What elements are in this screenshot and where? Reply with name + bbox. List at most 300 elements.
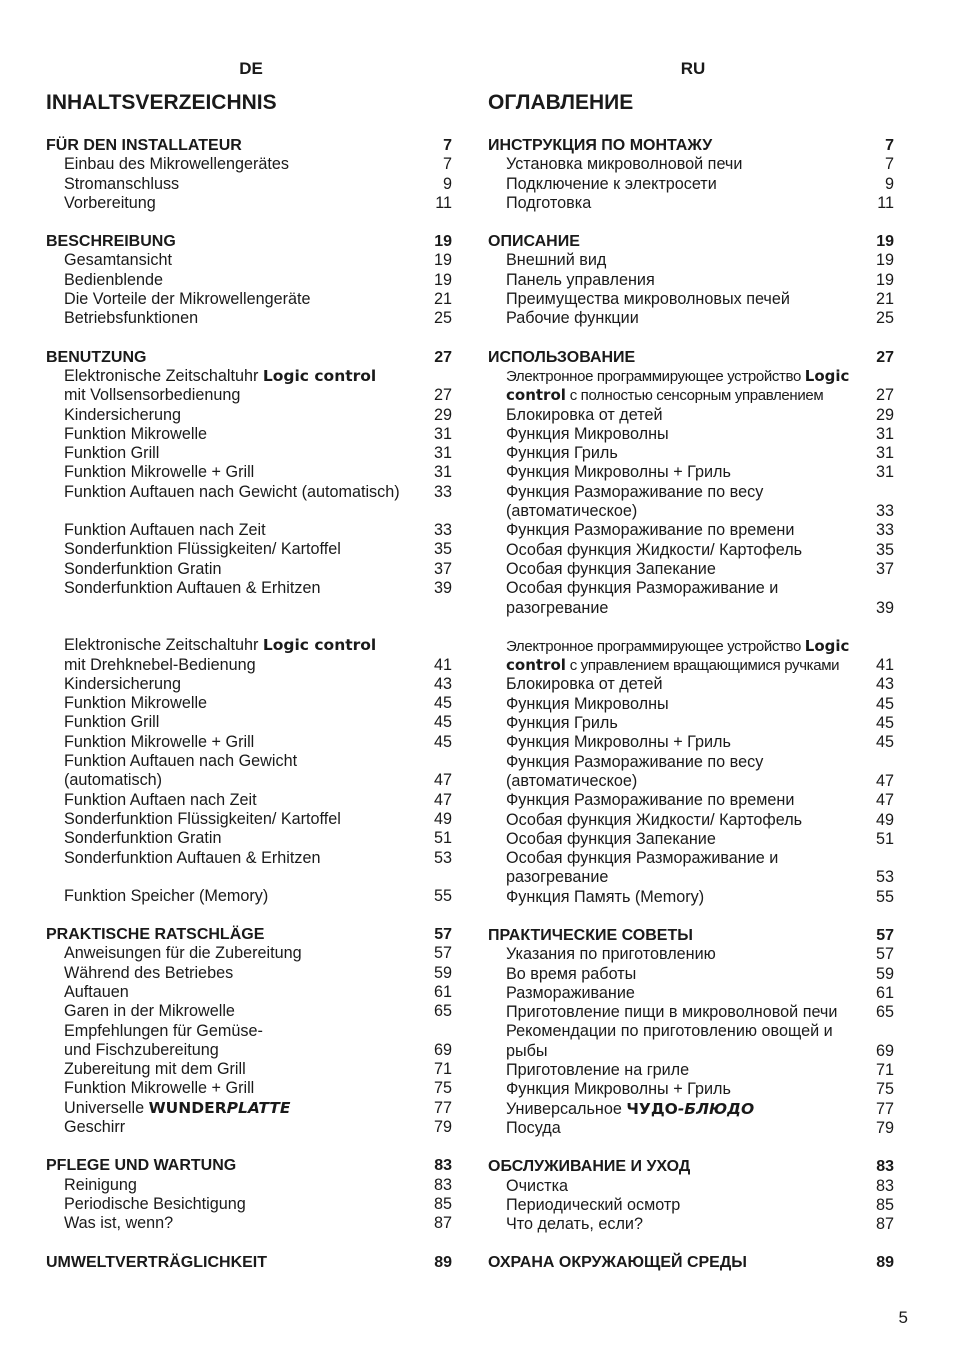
toc-section[interactable] bbox=[46, 1253, 456, 1272]
entry-text: с полностью сенсорным управлением bbox=[565, 387, 824, 405]
toc-entry[interactable] bbox=[46, 406, 456, 425]
entry-label: Sonderfunktion Flüssigkeiten/ Kartoffel bbox=[64, 809, 341, 828]
entry-label: Funktion Mikrowelle + Grill bbox=[64, 1079, 255, 1098]
entry-label: Reinigung bbox=[64, 1175, 137, 1194]
entry-label: Внешний вид bbox=[506, 251, 607, 270]
entry-label: разогревание bbox=[506, 868, 609, 887]
toc-entry[interactable] bbox=[488, 463, 898, 482]
entry-label: Функция Размораживание по весу bbox=[506, 482, 764, 501]
toc-entry[interactable] bbox=[46, 175, 456, 194]
toc-entry[interactable] bbox=[488, 483, 898, 502]
toc-entry[interactable] bbox=[46, 964, 456, 983]
toc-entry[interactable] bbox=[46, 694, 456, 713]
spacer bbox=[488, 213, 898, 232]
toc-entry[interactable] bbox=[46, 810, 456, 829]
entry-label: Empfehlungen für Gemüse- bbox=[64, 1021, 263, 1040]
brand-logic-control: Logic control bbox=[262, 366, 377, 385]
section-label: ПРАКТИЧЕСКИЕ СОВЕТЫ bbox=[488, 926, 693, 944]
entry-label: Рекомендации по приготовлению овощей и bbox=[506, 1022, 833, 1041]
entry-page: 29 bbox=[875, 405, 894, 424]
entry-page: 75 bbox=[433, 1079, 452, 1098]
toc-entry[interactable] bbox=[46, 983, 456, 1002]
entry-label: Vorbereitung bbox=[64, 193, 156, 212]
entry-page: 65 bbox=[875, 1003, 894, 1022]
toc-entry[interactable] bbox=[46, 771, 456, 790]
toc-entry-knob-heading[interactable] bbox=[488, 637, 898, 656]
toc-entry[interactable] bbox=[488, 386, 898, 405]
section-label: ОБСЛУЖИВАНИЕ И УХОД bbox=[488, 1158, 691, 1176]
entry-page: 87 bbox=[433, 1214, 452, 1233]
toc-entry[interactable] bbox=[488, 1177, 898, 1196]
entry-label bbox=[488, 1100, 754, 1118]
toc-entry[interactable] bbox=[46, 791, 456, 810]
entry-label: Garen in der Mikrowelle bbox=[64, 1002, 235, 1021]
entry-label: Geschirr bbox=[64, 1118, 126, 1137]
entry-page: 37 bbox=[433, 559, 452, 578]
page-number: 5 bbox=[898, 1308, 908, 1327]
toc-entry[interactable] bbox=[488, 945, 898, 964]
spacer bbox=[46, 329, 456, 348]
entry-page: 61 bbox=[875, 983, 894, 1002]
section-page: 27 bbox=[434, 348, 452, 366]
entry-label: Очистка bbox=[506, 1176, 569, 1195]
toc-entry[interactable] bbox=[46, 1060, 456, 1079]
toc-entry[interactable] bbox=[46, 713, 456, 732]
toc-entry[interactable] bbox=[488, 733, 898, 752]
toc-entry[interactable] bbox=[46, 386, 456, 405]
toc-entry[interactable] bbox=[488, 579, 898, 598]
entry-page: 11 bbox=[435, 193, 452, 212]
toc-entry[interactable] bbox=[46, 944, 456, 963]
toc-entry[interactable] bbox=[488, 1196, 898, 1215]
entry-page: 45 bbox=[875, 694, 894, 713]
entry-page: 45 bbox=[433, 694, 452, 713]
toc-title: INHALTSVERZEICHNIS bbox=[46, 91, 277, 114]
entry-label: mit Drehknebel-Bedienung bbox=[64, 655, 256, 674]
entry-label: Указания по приготовлению bbox=[506, 945, 716, 964]
section-label: ИСПОЛЬЗОВАНИЕ bbox=[488, 348, 636, 366]
spacer bbox=[46, 868, 456, 887]
entry-page: 53 bbox=[875, 868, 894, 887]
entry-label: Функция Микроволны + Гриль bbox=[506, 733, 731, 752]
entry-page: 33 bbox=[875, 521, 894, 540]
entry-text: Электронное программирующее устройство bbox=[506, 637, 805, 655]
entry-label: Во время работы bbox=[506, 964, 637, 983]
entry-label: (automatisch) bbox=[64, 771, 163, 790]
section-page: 19 bbox=[876, 233, 894, 251]
entry-label: Die Vorteile der Mikrowellengeräte bbox=[64, 290, 311, 309]
toc-entry[interactable] bbox=[488, 194, 898, 213]
brand-chudo: ЧУДО bbox=[626, 1099, 678, 1118]
toc-entry[interactable] bbox=[46, 290, 456, 309]
entry-page: 61 bbox=[433, 982, 452, 1001]
entry-label: Рабочие функции bbox=[506, 309, 639, 328]
toc-section[interactable] bbox=[488, 1253, 898, 1272]
spacer bbox=[488, 618, 898, 637]
entry-page: 41 bbox=[433, 655, 452, 674]
toc-entry[interactable] bbox=[488, 599, 898, 618]
toc-entry[interactable] bbox=[46, 444, 456, 463]
toc-column-ru bbox=[488, 55, 898, 1273]
entry-label: Anweisungen für die Zubereitung bbox=[64, 944, 302, 963]
entry-label: Einbau des Mikrowellengerätes bbox=[64, 155, 289, 174]
entry-label: Функция Микроволны + Гриль bbox=[506, 463, 731, 482]
toc-section[interactable] bbox=[46, 925, 456, 944]
section-label: PFLEGE UND WARTUNG bbox=[46, 1157, 237, 1175]
entry-page: 19 bbox=[875, 251, 894, 270]
entry-label bbox=[46, 367, 376, 385]
entry-label: Функция Размораживание по весу bbox=[506, 752, 764, 771]
section-page: 89 bbox=[876, 1254, 894, 1272]
entry-label: Особая функция Запекание bbox=[506, 829, 716, 848]
toc-entry[interactable] bbox=[46, 675, 456, 694]
entry-page: 77 bbox=[433, 1098, 452, 1117]
section-page: 83 bbox=[434, 1157, 452, 1175]
toc-entry[interactable] bbox=[488, 1061, 898, 1080]
entry-label bbox=[488, 368, 849, 385]
entry-label: Stromanschluss bbox=[64, 174, 180, 193]
entry-page: 31 bbox=[433, 444, 452, 463]
entry-page: 53 bbox=[433, 848, 452, 867]
entry-page: 49 bbox=[875, 810, 894, 829]
toc-entry[interactable] bbox=[46, 425, 456, 444]
toc-entry-sensor-heading[interactable] bbox=[488, 367, 898, 386]
toc-entry[interactable] bbox=[488, 1080, 898, 1099]
entry-page: 51 bbox=[433, 829, 452, 848]
entry-label: Betriebsfunktionen bbox=[64, 309, 199, 328]
entry-label: Периодический осмотр bbox=[506, 1195, 681, 1214]
toc-entry[interactable] bbox=[488, 541, 898, 560]
entry-label: Funktion Mikrowelle bbox=[64, 694, 208, 713]
entry-page: 77 bbox=[875, 1099, 894, 1118]
entry-label: Funktion Speicher (Memory) bbox=[64, 886, 269, 905]
entry-label: Что делать, если? bbox=[506, 1215, 643, 1234]
spacer bbox=[46, 1234, 456, 1253]
toc-entry[interactable] bbox=[46, 579, 456, 598]
section-page: 19 bbox=[434, 233, 452, 251]
toc-entry[interactable] bbox=[488, 791, 898, 810]
entry-page: 21 bbox=[875, 290, 894, 309]
toc-entry[interactable] bbox=[488, 521, 898, 540]
toc-entry[interactable] bbox=[46, 1195, 456, 1214]
entry-text: Universelle bbox=[64, 1098, 149, 1117]
toc-entry[interactable] bbox=[488, 1022, 898, 1041]
toc-entry[interactable] bbox=[46, 733, 456, 752]
entry-page: 69 bbox=[875, 1041, 894, 1060]
toc-entry[interactable] bbox=[488, 406, 898, 425]
toc-entry[interactable] bbox=[488, 271, 898, 290]
toc-entry[interactable] bbox=[488, 251, 898, 270]
toc-entry[interactable] bbox=[488, 175, 898, 194]
entry-page: 9 bbox=[884, 174, 894, 193]
entry-label: Функция Гриль bbox=[506, 714, 618, 733]
toc-section[interactable] bbox=[46, 136, 456, 155]
toc-entry[interactable] bbox=[488, 830, 898, 849]
entry-page: 59 bbox=[433, 963, 452, 982]
entry-page: 45 bbox=[433, 713, 452, 732]
toc-entry[interactable] bbox=[488, 1119, 898, 1138]
toc-entry[interactable] bbox=[46, 1118, 456, 1137]
entry-page: 69 bbox=[433, 1040, 452, 1059]
toc-entry[interactable] bbox=[46, 483, 456, 502]
toc-entry[interactable] bbox=[46, 463, 456, 482]
entry-label: рыбы bbox=[506, 1041, 548, 1060]
entry-page: 47 bbox=[875, 771, 894, 790]
entry-page: 51 bbox=[875, 829, 894, 848]
toc-entry[interactable] bbox=[46, 1002, 456, 1021]
section-label: ОХРАНА ОКРУЖАЮЩЕЙ СРЕДЫ bbox=[488, 1254, 747, 1272]
entry-page: 31 bbox=[875, 444, 894, 463]
entry-label bbox=[46, 636, 376, 654]
toc-entry[interactable] bbox=[488, 868, 898, 887]
entry-label: Приготовление на гриле bbox=[506, 1061, 690, 1080]
spacer bbox=[488, 1138, 898, 1157]
toc-entry[interactable] bbox=[46, 1041, 456, 1060]
spacer bbox=[46, 598, 456, 636]
entry-label: Sonderfunktion Gratin bbox=[64, 559, 222, 578]
entry-page: 39 bbox=[875, 598, 894, 617]
entry-page: 43 bbox=[875, 675, 894, 694]
toc-entry[interactable] bbox=[46, 1079, 456, 1098]
toc-entry[interactable] bbox=[46, 1022, 456, 1041]
entry-page: 37 bbox=[875, 559, 894, 578]
toc-entry[interactable] bbox=[488, 675, 898, 694]
toc-section[interactable] bbox=[488, 1157, 898, 1176]
entry-page: 79 bbox=[875, 1118, 894, 1137]
toc-entry[interactable] bbox=[488, 155, 898, 174]
spacer bbox=[488, 329, 898, 348]
toc-entry[interactable] bbox=[46, 829, 456, 848]
toc-entry[interactable] bbox=[46, 251, 456, 270]
toc-entry[interactable] bbox=[46, 752, 456, 771]
entry-page: 35 bbox=[875, 540, 894, 559]
entry-label: Funktion Mikrowelle + Grill bbox=[64, 732, 255, 751]
toc-entry[interactable] bbox=[46, 849, 456, 868]
entry-label: Посуда bbox=[506, 1118, 561, 1137]
toc-section[interactable] bbox=[46, 1156, 456, 1175]
toc-entry-sensor-heading[interactable] bbox=[46, 367, 456, 386]
toc-entry[interactable] bbox=[488, 888, 898, 907]
toc-entry[interactable] bbox=[488, 309, 898, 328]
toc-entry[interactable] bbox=[488, 1042, 898, 1061]
entry-label: Функция Размораживание по времени bbox=[506, 791, 795, 810]
toc-entry[interactable] bbox=[488, 984, 898, 1003]
entry-label: Sonderfunktion Auftauen & Erhitzen bbox=[64, 848, 321, 867]
entry-label: Особая функция Запекание bbox=[506, 559, 716, 578]
toc-entry[interactable] bbox=[488, 965, 898, 984]
entry-page: 41 bbox=[875, 656, 894, 675]
toc-entry-knob-heading[interactable] bbox=[46, 636, 456, 655]
entry-label: Особая функция Размораживание и bbox=[506, 849, 779, 868]
entry-label: Kindersicherung bbox=[64, 674, 181, 693]
entry-label: Подключение к электросети bbox=[506, 174, 717, 193]
entry-label: Funktion Grill bbox=[64, 713, 160, 732]
entry-label: Функция Микроволны + Гриль bbox=[506, 1080, 731, 1099]
toc-entry[interactable] bbox=[488, 811, 898, 830]
entry-page: 83 bbox=[433, 1175, 452, 1194]
entry-page: 25 bbox=[875, 309, 894, 328]
section-page: 7 bbox=[885, 137, 894, 154]
section-label: UMWELTVERTRÄGLICHKEIT bbox=[46, 1253, 268, 1271]
section-page: 57 bbox=[434, 926, 452, 944]
entry-label: Функция Размораживание по времени bbox=[506, 521, 795, 540]
entry-label: Преимущества микроволновых печей bbox=[506, 290, 790, 309]
toc-entry[interactable] bbox=[488, 656, 898, 675]
entry-page: 87 bbox=[875, 1215, 894, 1234]
entry-label: Funktion Mikrowelle + Grill bbox=[64, 463, 255, 482]
entry-page: 75 bbox=[875, 1080, 894, 1099]
toc-section[interactable] bbox=[46, 232, 456, 251]
entry-page: 33 bbox=[433, 482, 452, 501]
brand-logic: Logic bbox=[804, 366, 850, 385]
entry-label: und Fischzubereitung bbox=[64, 1040, 219, 1059]
entry-page: 47 bbox=[433, 790, 452, 809]
toc-entry[interactable] bbox=[488, 772, 898, 791]
section-label: ИНСТРУКЦИЯ ПО МОНТАЖУ bbox=[488, 137, 713, 154]
brand-platte: PLATTE bbox=[226, 1098, 291, 1117]
brand-control: control bbox=[506, 386, 566, 405]
entry-label: Bedienblende bbox=[64, 270, 164, 289]
entry-page: 9 bbox=[442, 174, 452, 193]
entry-label: Блокировка от детей bbox=[506, 405, 663, 424]
entry-label: Funktion Auftauen nach Zeit bbox=[64, 521, 266, 540]
toc-entry[interactable] bbox=[488, 444, 898, 463]
brand-logic: Logic bbox=[804, 636, 850, 655]
entry-label: Sonderfunktion Gratin bbox=[64, 829, 222, 848]
entry-page: 19 bbox=[433, 251, 452, 270]
toc-entry[interactable] bbox=[488, 849, 898, 868]
toc-section[interactable] bbox=[488, 232, 898, 251]
toc-entry[interactable] bbox=[488, 753, 898, 772]
toc-entry[interactable] bbox=[46, 560, 456, 579]
entry-page: 55 bbox=[433, 886, 452, 905]
entry-label: (автоматическое) bbox=[506, 771, 638, 790]
entry-page: 55 bbox=[875, 887, 894, 906]
entry-label: Funktion Mikrowelle bbox=[64, 424, 208, 443]
entry-page: 33 bbox=[875, 502, 894, 521]
entry-label bbox=[488, 387, 823, 404]
entry-label: (автоматическое) bbox=[506, 502, 638, 521]
toc-entry[interactable] bbox=[46, 1214, 456, 1233]
section-label: PRAKTISCHE RATSCHLÄGE bbox=[46, 926, 265, 944]
entry-label: Особая функция Размораживание и bbox=[506, 579, 779, 598]
entry-page: 31 bbox=[875, 463, 894, 482]
entry-label: Funktion Auftauen nach Gewicht (automatisch) bbox=[64, 482, 400, 501]
entry-page: 83 bbox=[875, 1176, 894, 1195]
toc-entry[interactable] bbox=[488, 1215, 898, 1234]
entry-label: Auftauen bbox=[64, 982, 129, 1001]
toc-entry[interactable] bbox=[46, 271, 456, 290]
toc-section[interactable] bbox=[488, 348, 898, 367]
toc-entry[interactable] bbox=[488, 714, 898, 733]
entry-page: 71 bbox=[433, 1060, 452, 1079]
entry-page: 31 bbox=[433, 424, 452, 443]
toc-entry[interactable] bbox=[46, 194, 456, 213]
brand-blyudo: -БЛЮДО bbox=[677, 1099, 755, 1118]
toc-entry[interactable] bbox=[46, 540, 456, 559]
section-page: 7 bbox=[443, 137, 452, 154]
entry-page: 47 bbox=[433, 771, 452, 790]
toc-entry[interactable] bbox=[46, 521, 456, 540]
entry-page: 31 bbox=[433, 463, 452, 482]
toc-entry[interactable] bbox=[46, 309, 456, 328]
toc-section[interactable] bbox=[46, 348, 456, 367]
entry-label: Während des Betriebes bbox=[64, 963, 234, 982]
toc-entry[interactable] bbox=[46, 155, 456, 174]
entry-label: Функция Гриль bbox=[506, 444, 618, 463]
language-code: RU bbox=[680, 59, 706, 78]
toc-entry[interactable] bbox=[488, 1100, 898, 1119]
entry-page: 59 bbox=[875, 964, 894, 983]
entry-text: Электронное программирующее устройство bbox=[506, 367, 805, 385]
entry-label: Функция Микроволны bbox=[506, 424, 669, 443]
entry-page: 35 bbox=[433, 540, 452, 559]
entry-page: 85 bbox=[433, 1194, 452, 1213]
entry-page: 57 bbox=[433, 944, 452, 963]
toc-title: ОГЛАВЛЕНИЕ bbox=[488, 91, 634, 114]
entry-label: Kindersicherung bbox=[64, 405, 181, 424]
entry-label bbox=[488, 638, 849, 655]
toc-entry[interactable] bbox=[488, 1003, 898, 1022]
entry-page: 29 bbox=[433, 405, 452, 424]
entry-page: 85 bbox=[875, 1195, 894, 1214]
entry-label: Funktion Grill bbox=[64, 444, 160, 463]
entry-page: 45 bbox=[433, 732, 452, 751]
entry-label: Приготовление пищи в микроволновой печи bbox=[506, 1003, 838, 1022]
toc-entry[interactable] bbox=[488, 425, 898, 444]
entry-page: 21 bbox=[433, 290, 452, 309]
entry-label: Функция Микроволны bbox=[506, 694, 669, 713]
brand-logic-control: Logic control bbox=[262, 636, 377, 655]
spacer bbox=[46, 502, 456, 521]
entry-label bbox=[46, 1099, 290, 1117]
section-label: BESCHREIBUNG bbox=[46, 233, 176, 251]
toc-entry[interactable] bbox=[488, 695, 898, 714]
entry-page: 33 bbox=[433, 521, 452, 540]
entry-label: Gesamtansicht bbox=[64, 251, 172, 270]
toc-section[interactable] bbox=[488, 926, 898, 945]
section-page: 27 bbox=[876, 348, 894, 366]
toc-entry[interactable] bbox=[46, 1099, 456, 1118]
section-label: FÜR DEN INSTALLATEUR bbox=[46, 137, 242, 154]
toc-entry[interactable] bbox=[488, 502, 898, 521]
entry-page: 25 bbox=[433, 309, 452, 328]
entry-page: 19 bbox=[875, 270, 894, 289]
toc-section[interactable] bbox=[488, 136, 898, 155]
spacer bbox=[46, 213, 456, 232]
section-page: 57 bbox=[876, 926, 894, 944]
entry-page: 65 bbox=[433, 1002, 452, 1021]
section-label: BENUTZUNG bbox=[46, 348, 147, 366]
toc-entry[interactable] bbox=[46, 656, 456, 675]
toc-entry[interactable] bbox=[488, 290, 898, 309]
entry-label: Was ist, wenn? bbox=[64, 1214, 174, 1233]
toc-entry[interactable] bbox=[46, 887, 456, 906]
entry-text: Elektronische Zeitschaltuhr bbox=[64, 366, 263, 385]
entry-label: Особая функция Жидкости/ Картофель bbox=[506, 810, 803, 829]
entry-label: разогревание bbox=[506, 598, 609, 617]
entry-label: Zubereitung mit dem Grill bbox=[64, 1060, 246, 1079]
entry-label: Особая функция Жидкости/ Картофель bbox=[506, 540, 803, 559]
toc-entry[interactable] bbox=[46, 1176, 456, 1195]
entry-page: 7 bbox=[884, 155, 894, 174]
section-page: 89 bbox=[434, 1253, 452, 1271]
entry-text: Elektronische Zeitschaltuhr bbox=[64, 636, 263, 655]
toc-entry[interactable] bbox=[488, 560, 898, 579]
entry-label: Функция Память (Memory) bbox=[506, 887, 705, 906]
entry-label: Funktion Auftauen nach Gewicht bbox=[64, 752, 298, 771]
section-page: 83 bbox=[876, 1158, 894, 1176]
